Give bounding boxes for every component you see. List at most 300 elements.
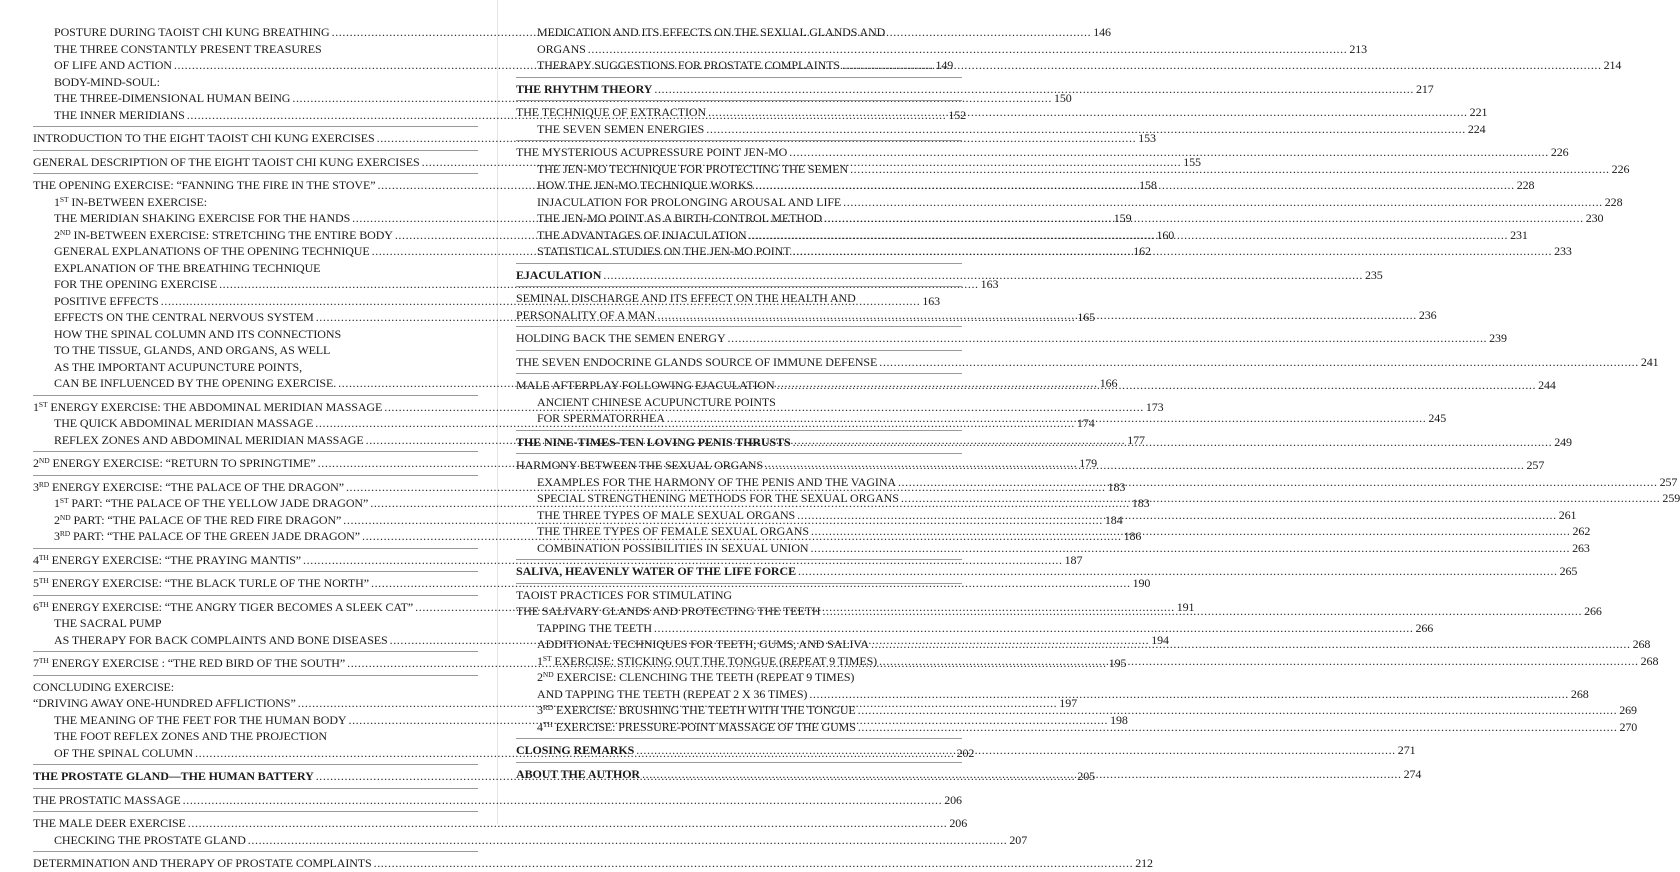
toc-entry-text: EXERCISE: STICKING OUT THE TONGUE (REPEAT 9 TIMES) — [551, 653, 878, 668]
toc-entry-title — [516, 603, 821, 620]
toc-divider — [33, 451, 478, 452]
dot-leader — [642, 766, 1402, 783]
toc-entry-text: PERSONALITY OF A MAN — [516, 307, 656, 322]
toc-page-number: 190 — [1132, 576, 1151, 590]
toc-entry-title — [516, 354, 877, 371]
toc-divider — [33, 395, 478, 396]
toc-entry-text: IN-BETWEEN EXERCISE: — [68, 194, 208, 209]
dot-leader — [708, 104, 1468, 121]
toc-page-number: 269 — [1619, 703, 1637, 717]
toc-entry-title — [537, 523, 809, 540]
dot-leader — [843, 194, 1603, 211]
dot-leader — [706, 121, 1466, 138]
toc-page-number: 265 — [1559, 564, 1578, 578]
toc-entry-title — [33, 399, 382, 416]
toc-entry-title — [33, 655, 345, 672]
toc-entry-text: PART: “THE PALACE OF THE YELLOW JADE DRAGON” — [68, 496, 369, 510]
toc-page-number: 271 — [1397, 743, 1416, 757]
toc-divider — [33, 126, 478, 127]
toc-divider — [33, 150, 478, 151]
toc-entry-text: TO THE TISSUE, GLANDS, AND ORGANS, AS WELL — [54, 343, 331, 357]
toc-page-number: 268 — [1640, 653, 1659, 668]
toc-page-number: 191 — [1176, 599, 1195, 614]
toc-entry[interactable] — [33, 679, 478, 696]
toc-divider — [516, 350, 962, 351]
toc-ordinal-suffix: ND — [59, 512, 71, 522]
toc-page-number: 165 — [1077, 310, 1096, 324]
toc-ordinal-suffix: RD — [59, 529, 71, 538]
toc-entry[interactable] — [516, 104, 1488, 121]
toc-entry-title — [54, 260, 320, 277]
toc-ordinal-suffix: ST — [38, 399, 48, 409]
toc-entry-text: MEDICATION AND ITS EFFECTS ON THE SEXUAL GLANDS AND — [537, 25, 886, 39]
toc-entry-text: THE RHYTHM THEORY — [516, 81, 653, 96]
toc-page-number: 212 — [1135, 856, 1153, 870]
toc-ordinal-suffix: ST — [59, 194, 69, 204]
toc-entry-title — [537, 41, 586, 58]
toc-page-number: 274 — [1403, 766, 1422, 781]
toc-entry-text: THE JEN-MO POINT AS A BIRTH-CONTROL METHOD — [537, 211, 823, 225]
toc-divider — [516, 77, 962, 78]
toc-entry-text: CHECKING THE PROSTATE GLAND — [54, 832, 246, 847]
toc-entry-title — [54, 243, 370, 260]
dot-leader — [824, 210, 1584, 227]
toc-entry-title — [537, 121, 704, 138]
toc-page-number: 163 — [922, 293, 941, 308]
dot-leader — [879, 653, 1639, 670]
toc-entry-text: THE MYSTERIOUS ACUPRESSURE POINT JEN-MO — [516, 145, 788, 159]
dot-leader — [749, 227, 1509, 244]
toc-entry-title — [537, 653, 877, 670]
toc-entry-text: ENERGY EXERCISE : “THE RED BIRD OF THE SOUTH” — [48, 656, 346, 670]
toc-entry-title — [54, 276, 217, 293]
toc-subentry[interactable] — [33, 832, 1028, 849]
dot-leader — [797, 507, 1557, 524]
toc-entry-title — [537, 194, 841, 211]
dot-leader — [657, 307, 1417, 324]
toc-divider — [33, 675, 478, 676]
toc-page-number: 266 — [1584, 604, 1602, 618]
dot-leader — [811, 523, 1571, 540]
toc-subentry[interactable] — [516, 394, 962, 411]
toc-divider — [516, 453, 962, 454]
toc-page-number: 186 — [1123, 529, 1142, 543]
toc-page-number: 244 — [1538, 378, 1556, 392]
toc-entry-text: DETERMINATION AND THERAPY OF PROSTATE COMPLAINTS — [33, 856, 372, 870]
toc-entry-text: THE MEANING OF THE FEET FOR THE HUMAN BODY — [54, 712, 347, 727]
toc-page-number: 226 — [1550, 145, 1569, 159]
toc-page-number: 146 — [1093, 25, 1111, 39]
dot-leader — [654, 81, 1414, 98]
toc-entry-title — [537, 474, 896, 491]
toc-ordinal-number: 3 — [54, 529, 60, 543]
dot-leader — [798, 563, 1558, 580]
toc-page-number: 221 — [1469, 105, 1488, 119]
toc-entry-title — [54, 74, 160, 91]
toc-divider — [516, 263, 962, 264]
toc-page-number: 217 — [1415, 81, 1434, 96]
toc-ordinal-number: 2 — [54, 512, 60, 527]
toc-entry-title — [33, 768, 314, 785]
toc-subentry[interactable] — [33, 194, 478, 211]
toc-entry[interactable] — [516, 587, 962, 604]
toc-ordinal-suffix: RD — [38, 479, 50, 489]
toc-ordinal-suffix: TH — [38, 576, 49, 585]
toc-entry-title — [54, 326, 341, 343]
toc-entry-text: MALE AFTERPLAY FOLLOWING EJACULATION — [516, 378, 775, 392]
toc-subentry[interactable] — [516, 540, 1590, 557]
toc-divider — [33, 651, 478, 652]
toc-entry-title — [54, 107, 185, 124]
toc-divider — [516, 100, 962, 101]
toc-entry[interactable] — [516, 563, 1578, 580]
toc-entry-title — [54, 432, 364, 449]
toc-entry-title — [537, 702, 856, 719]
toc-entry-text: GENERAL EXPLANATIONS OF THE OPENING TECHNIQUE — [54, 244, 370, 258]
toc-entry-text: THE THREE CONSTANTLY PRESENT TREASURES — [54, 41, 322, 56]
toc-entry-text: THE OPENING EXERCISE: “FANNING THE FIRE IN THE STOVE” — [33, 178, 376, 192]
toc-entry-text: ENERGY EXERCISE: “THE PALACE OF THE DRAGON” — [49, 479, 344, 494]
toc-entry-text: EXERCISE: PRESSURE-POINT MASSAGE OF THE GUMS — [552, 719, 856, 734]
dot-leader — [667, 410, 1427, 427]
toc-page-number: 152 — [948, 107, 967, 122]
toc-entry-title — [516, 377, 775, 394]
toc-entry-title — [516, 267, 601, 284]
toc-entry-title — [54, 24, 330, 41]
toc-entry-title — [54, 712, 346, 729]
toc-entry-text: THE QUICK ABDOMINAL MERIDIAN MASSAGE — [54, 416, 314, 430]
toc-entry-title — [33, 679, 174, 696]
toc-divider — [33, 571, 478, 572]
toc-entry-title — [537, 227, 747, 244]
toc-divider — [516, 430, 962, 431]
toc-entry-text: THE THREE TYPES OF FEMALE SEXUAL ORGANS — [537, 524, 809, 538]
toc-entry-text: SPECIAL STRENGTHENING METHODS FOR THE SEXUAL ORGANS — [537, 491, 899, 505]
toc-page-number: 205 — [1077, 769, 1095, 783]
toc-ordinal-number: 2 — [54, 227, 60, 242]
toc-entry-text: INTRODUCTION TO THE EIGHT TAOIST CHI KUNG EXERCISES — [33, 131, 375, 145]
toc-subentry[interactable] — [516, 41, 1368, 58]
toc-entry-title — [516, 330, 726, 347]
toc-subentry[interactable] — [33, 260, 478, 277]
toc-entry-text: INJACULATION FOR PROLONGING AROUSAL AND LIFE — [537, 194, 842, 209]
toc-page-number: 231 — [1510, 227, 1528, 242]
toc-ordinal-suffix: TH — [38, 552, 49, 562]
toc-page-number: 194 — [1151, 632, 1169, 647]
toc-entry-text: AS THE IMPORTANT ACUPUNCTURE POINTS, — [54, 359, 302, 374]
toc-page-number: 160 — [1156, 227, 1175, 242]
toc-entry-title — [54, 342, 330, 359]
toc-subentry[interactable] — [33, 326, 478, 343]
toc-page-number: 183 — [1131, 496, 1150, 510]
toc-subentry[interactable] — [516, 620, 1434, 637]
toc-page-number: 207 — [1009, 832, 1028, 847]
toc-page-number: 150 — [1053, 91, 1072, 105]
dot-leader — [248, 832, 1008, 849]
toc-entry-text: PART: “THE PALACE OF THE GREEN JADE DRAGON” — [70, 529, 360, 543]
toc-entry-title — [537, 540, 808, 557]
dot-leader — [810, 540, 1570, 557]
toc-ordinal-number: 3 — [33, 479, 39, 494]
toc-entry-text: THE SEVEN SEMEN ENERGIES — [537, 121, 705, 136]
toc-divider — [33, 764, 478, 765]
toc-entry-title — [516, 290, 856, 307]
toc-entry-title — [33, 815, 186, 832]
toc-entry-text: COMBINATION POSSIBILITIES IN SEXUAL UNION — [537, 540, 809, 555]
toc-entry-title — [33, 177, 375, 194]
toc-subentry[interactable] — [516, 57, 1622, 74]
toc-page-number: 197 — [1059, 696, 1077, 710]
toc-ordinal-number: 4 — [33, 552, 39, 567]
toc-entry-title — [516, 742, 634, 759]
toc-entry[interactable] — [33, 130, 1156, 147]
toc-divider — [516, 140, 962, 141]
toc-entry-text: HOW THE SPINAL COLUMN AND ITS CONNECTIONS — [54, 326, 342, 341]
dot-leader — [793, 434, 1553, 451]
toc-entry-title — [33, 479, 344, 496]
toc-divider — [516, 559, 962, 560]
toc-page-number: 198 — [1110, 712, 1128, 727]
toc-entry-text: POSITIVE EFFECTS — [54, 293, 159, 308]
toc-divider — [516, 583, 962, 584]
toc-entry-title — [537, 57, 840, 74]
toc-subentry[interactable] — [33, 276, 999, 293]
toc-entry-text: THE MALE DEER EXERCISE — [33, 816, 186, 830]
toc-ordinal-number: 2 — [537, 670, 543, 684]
toc-ordinal-number: 3 — [537, 703, 543, 717]
toc-divider — [33, 548, 478, 549]
toc-divider — [33, 811, 478, 812]
toc-entry-title — [516, 457, 763, 474]
toc-page-number: 262 — [1572, 524, 1591, 538]
toc-page-number: 149 — [935, 58, 954, 72]
toc-ordinal-suffix: TH — [542, 719, 553, 729]
toc-page-number: 224 — [1467, 121, 1486, 136]
toc-entry[interactable] — [516, 290, 962, 307]
toc-entry-title — [516, 434, 791, 451]
toc-entry-text: SALIVA, HEAVENLY WATER OF THE LIFE FORCE — [516, 564, 796, 578]
toc-entry-text: ORGANS — [537, 41, 586, 56]
dot-leader — [809, 686, 1569, 703]
toc-entry-title — [33, 855, 372, 872]
toc-entry-text: THE SACRAL PUMP — [54, 616, 162, 630]
toc-ordinal-suffix: ST — [59, 496, 69, 505]
toc-page-number: 173 — [1145, 399, 1164, 414]
toc-ordinal-number: 1 — [54, 496, 60, 510]
dot-leader — [850, 161, 1610, 178]
toc-entry-title — [54, 745, 193, 762]
toc-entry-title — [54, 41, 322, 58]
toc-page-number: 245 — [1428, 411, 1447, 425]
toc-entry[interactable] — [33, 855, 1153, 872]
toc-entry-title — [54, 632, 388, 649]
toc-ordinal-suffix: TH — [38, 599, 49, 609]
toc-subentry[interactable] — [33, 41, 478, 58]
toc-entry-text: THE PROSTATIC MASSAGE — [33, 792, 181, 807]
toc-divider — [33, 475, 478, 476]
toc-entry-text: ENERGY EXERCISE: “RETURN TO SPRINGTIME” — [49, 456, 316, 470]
toc-entry-text: BODY-MIND-SOUL: — [54, 74, 160, 89]
toc-entry-title — [54, 57, 172, 74]
toc-page-number: 239 — [1489, 331, 1507, 345]
toc-entry-title — [516, 587, 732, 604]
toc-entry-text: EJACULATION — [516, 267, 602, 282]
toc-entry-text: THE ADVANTAGES OF INJACULATION — [537, 227, 747, 242]
toc-entry-text: THE NINE-TIMES-TEN LOVING PENIS THRUSTS — [516, 434, 791, 449]
toc-entry-title — [537, 210, 822, 227]
toc-entry-title — [537, 620, 652, 637]
toc-entry-text: SEMINAL DISCHARGE AND ITS EFFECT ON THE HEALTH AND — [516, 291, 856, 305]
toc-ordinal-suffix: RD — [542, 703, 554, 712]
toc-entry-text: THE INNER MERIDIANS — [54, 107, 185, 122]
toc-entry-title — [33, 599, 413, 616]
toc-page-number: 266 — [1415, 620, 1434, 635]
toc-ordinal-number: 6 — [33, 599, 39, 614]
dot-leader — [755, 177, 1515, 194]
toc-page-number: 187 — [1064, 552, 1083, 567]
toc-ordinal-number: 1 — [54, 194, 60, 209]
dot-leader — [789, 144, 1549, 161]
toc-subentry[interactable] — [33, 615, 478, 632]
toc-entry[interactable] — [516, 354, 1659, 371]
toc-subentry[interactable] — [33, 359, 478, 376]
toc-ordinal-number: 1 — [33, 399, 39, 414]
toc-page-number: 177 — [1127, 432, 1145, 447]
toc-entry-title — [33, 792, 181, 809]
dot-leader — [654, 620, 1414, 637]
dot-leader — [374, 855, 1134, 872]
toc-entry-text: THE SALIVARY GLANDS AND PROTECTING THE TEETH — [516, 604, 821, 618]
dot-leader — [188, 815, 948, 832]
dot-leader — [842, 57, 1602, 74]
toc-page-number: 202 — [956, 745, 975, 760]
toc-divider — [33, 788, 478, 789]
dot-leader — [792, 243, 1552, 260]
dot-leader — [765, 457, 1525, 474]
toc-entry-text: HOW THE JEN-MO TECHNIQUE WORKS — [537, 178, 754, 192]
toc-subentry[interactable] — [33, 90, 1072, 107]
dot-leader — [183, 792, 943, 809]
dot-leader — [858, 719, 1618, 736]
toc-entry-title — [54, 359, 302, 376]
toc-ordinal-number: 5 — [33, 576, 39, 590]
toc-entry-title — [537, 161, 848, 178]
toc-page-number: 213 — [1349, 41, 1368, 56]
toc-entry-title — [537, 636, 869, 653]
toc-subentry[interactable] — [33, 74, 478, 91]
toc-divider — [516, 762, 962, 763]
toc-entry[interactable] — [33, 575, 1151, 592]
toc-entry-text: ENERGY EXERCISE: “THE BLACK TURLE OF THE NORTH” — [48, 576, 369, 590]
toc-entry-title — [54, 832, 246, 849]
toc-entry-title — [537, 669, 854, 686]
toc-entry-text: FOR SPERMATORRHEA — [537, 411, 665, 425]
toc-entry-text: EXPLANATION OF THE BREATHING TECHNIQUE — [54, 260, 321, 275]
toc-subentry[interactable] — [33, 728, 478, 745]
toc-entry-title — [33, 455, 316, 472]
toc-page-number: 179 — [1079, 456, 1097, 470]
toc-entry[interactable] — [516, 330, 1507, 347]
toc-entry-title — [54, 210, 350, 227]
toc-entry-text: IN-BETWEEN EXERCISE: STRETCHING THE ENTIRE BODY — [70, 227, 393, 242]
dot-leader — [823, 603, 1583, 620]
toc-entry-title — [537, 177, 753, 194]
toc-entry[interactable] — [33, 552, 1083, 569]
toc-entry-text: OF LIFE AND ACTION — [54, 58, 172, 72]
toc-page-number: 174 — [1076, 416, 1095, 430]
toc-entry-title — [537, 243, 790, 260]
toc-entry-text: “DRIVING AWAY ONE-HUNDRED AFFLICTIONS” — [33, 696, 296, 710]
toc-entry-text: ANCIENT CHINESE ACUPUNCTURE POINTS — [537, 394, 776, 409]
toc-entry-title — [516, 307, 655, 324]
toc-entry-title — [54, 194, 207, 211]
dot-leader — [636, 742, 1396, 759]
toc-ordinal-suffix: ND — [59, 227, 71, 237]
toc-entry-title — [54, 528, 360, 545]
toc-entry-text: TAPPING THE TEETH — [537, 620, 652, 635]
dot-leader — [777, 377, 1537, 394]
toc-entry-text: STATISTICAL STUDIES ON THE JEN-MO POINT — [537, 244, 791, 258]
dot-leader — [728, 330, 1488, 347]
toc-page-number: 241 — [1640, 354, 1659, 369]
toc-page-number: 249 — [1554, 434, 1572, 449]
toc-page-number: 259 — [1662, 491, 1680, 505]
toc-entry-text: GENERAL DESCRIPTION OF THE EIGHT TAOIST CHI KUNG EXERCISES — [33, 154, 420, 169]
toc-entry-title — [54, 227, 393, 244]
toc-entry-text: HOLDING BACK THE SEMEN ENERGY — [516, 331, 726, 345]
toc-entry-title — [54, 728, 327, 745]
toc-entry[interactable] — [516, 144, 1569, 161]
toc-entry-text: THE THREE TYPES OF MALE SEXUAL ORGANS — [537, 507, 796, 522]
toc-subentry[interactable] — [516, 24, 962, 41]
toc-entry-text: HARMONY BETWEEN THE SEXUAL ORGANS — [516, 458, 763, 472]
toc-page-number: 236 — [1418, 307, 1437, 322]
toc-page-number: 230 — [1585, 211, 1604, 225]
toc-entry-text: CAN BE INFLUENCED BY THE OPENING EXERCISE. — [54, 376, 337, 390]
toc-entry-text: PART: “THE PALACE OF THE RED FIRE DRAGON” — [70, 512, 342, 527]
toc-ordinal-number: 2 — [33, 456, 39, 470]
toc-subentry[interactable] — [516, 669, 962, 686]
toc-page-number: 162 — [1133, 244, 1151, 258]
toc-subentry[interactable] — [516, 194, 1623, 211]
toc-page-number: 263 — [1572, 540, 1590, 555]
toc-entry-text: ABOUT THE AUTHOR — [516, 766, 640, 781]
toc-entry-text: CONCLUDING EXERCISE: — [33, 679, 174, 694]
toc-entry-text: THE TECHNIQUE OF EXTRACTION — [516, 105, 707, 119]
toc-page-number: 228 — [1516, 178, 1535, 192]
toc-entry-text: THE MERIDIAN SHAKING EXERCISE FOR THE HANDS — [54, 211, 351, 225]
toc-entry[interactable] — [33, 792, 962, 809]
toc-entry-text: EXAMPLES FOR THE HARMONY OF THE PENIS AND THE VAGINA — [537, 474, 896, 489]
toc-page-number: 158 — [1139, 178, 1157, 192]
toc-divider — [516, 286, 962, 287]
toc-entry-title — [54, 309, 314, 326]
toc-entry-title — [537, 719, 856, 736]
toc-entry-text: AND TAPPING THE TEETH (REPEAT 2 X 36 TIMES) — [537, 686, 808, 701]
toc-page-number: 153 — [1138, 131, 1156, 145]
dot-leader — [879, 354, 1639, 371]
toc-ordinal-suffix: ND — [542, 670, 554, 679]
toc-entry-title — [537, 410, 665, 427]
toc-entry[interactable] — [33, 815, 968, 832]
toc-page-number: 233 — [1554, 244, 1572, 258]
toc-entry-text: TAOIST PRACTICES FOR STIMULATING — [516, 587, 732, 602]
toc-ordinal-number: 1 — [537, 653, 543, 668]
toc-entry-text: EXERCISE: CLENCHING THE TEETH (REPEAT 9 TIMES) — [553, 670, 855, 684]
dot-leader — [603, 267, 1363, 284]
toc-subentry[interactable] — [33, 342, 478, 359]
dot-leader — [858, 702, 1618, 719]
